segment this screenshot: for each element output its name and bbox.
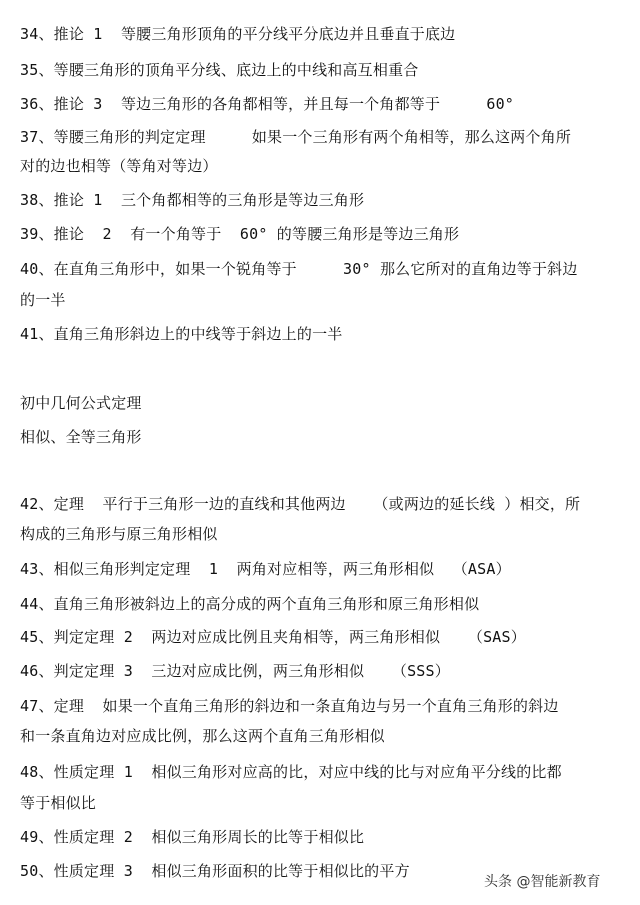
source-watermark <box>484 872 600 892</box>
theorem-47-cont: 和一条直角边对应成比例，那么这两个直角三角形相似 <box>20 727 385 745</box>
theorem-49: 49、性质定理 2 相似三角形周长的比等于相似比 <box>20 828 365 846</box>
theorem-48: 48、性质定理 1 相似三角形对应高的比，对应中线的比与对应角平分线的比都 <box>20 763 562 781</box>
theorem-46: 46、判定定理 3 三边对应成比例，两三角形相似 （SSS） <box>20 662 450 680</box>
theorem-36: 36、推论 3 等边三角形的各角都相等，并且每一个角都等于 60° <box>20 95 515 113</box>
theorem-44: 44、直角三角形被斜边上的高分成的两个直角三角形和原三角形相似 <box>20 595 480 613</box>
theorem-35: 35、等腰三角形的顶角平分线、底边上的中线和高互相重合 <box>20 61 419 79</box>
watermark-at: @ <box>516 874 531 890</box>
theorem-48-cont: 等于相似比 <box>20 794 97 812</box>
theorem-41: 41、直角三角形斜边上的中线等于斜边上的一半 <box>20 325 343 343</box>
theorem-37: 37、等腰三角形的判定定理 如果一个三角形有两个角相等，那么这两个角所 <box>20 128 572 146</box>
theorem-40: 40、在直角三角形中，如果一个锐角等于 30° 那么它所对的直角边等于斜边 <box>20 260 578 278</box>
theorem-47: 47、定理 如果一个直角三角形的斜边和一条直角边与另一个直角三角形的斜边 <box>20 697 559 715</box>
theorem-45: 45、判定定理 2 两边对应成比例且夹角相等，两三角形相似 （SAS） <box>20 628 526 646</box>
theorem-50: 50、性质定理 3 相似三角形面积的比等于相似比的平方 <box>20 862 410 880</box>
watermark-account: 智能新教育 <box>530 874 601 890</box>
section-subtitle: 相似、全等三角形 <box>20 428 142 446</box>
theorem-39: 39、推论 2 有一个角等于 60° 的等腰三角形是等边三角形 <box>20 225 460 243</box>
theorem-43: 43、相似三角形判定定理 1 两角对应相等，两三角形相似 （ASA） <box>20 560 511 578</box>
watermark-prefix: 头条 <box>484 874 512 890</box>
section-title: 初中几何公式定理 <box>20 394 142 412</box>
theorem-37-cont: 对的边也相等（等角对等边） <box>20 157 218 175</box>
theorem-38: 38、推论 1 三个角都相等的三角形是等边三角形 <box>20 191 365 209</box>
theorem-34: 34、推论 1 等腰三角形顶角的平分线平分底边并且垂直于底边 <box>20 25 456 43</box>
theorem-42-cont: 构成的三角形与原三角形相似 <box>20 525 218 543</box>
theorem-40-cont: 的一半 <box>20 291 66 309</box>
theorem-42: 42、定理 平行于三角形一边的直线和其他两边 （或两边的延长线 ）相交，所 <box>20 495 581 513</box>
